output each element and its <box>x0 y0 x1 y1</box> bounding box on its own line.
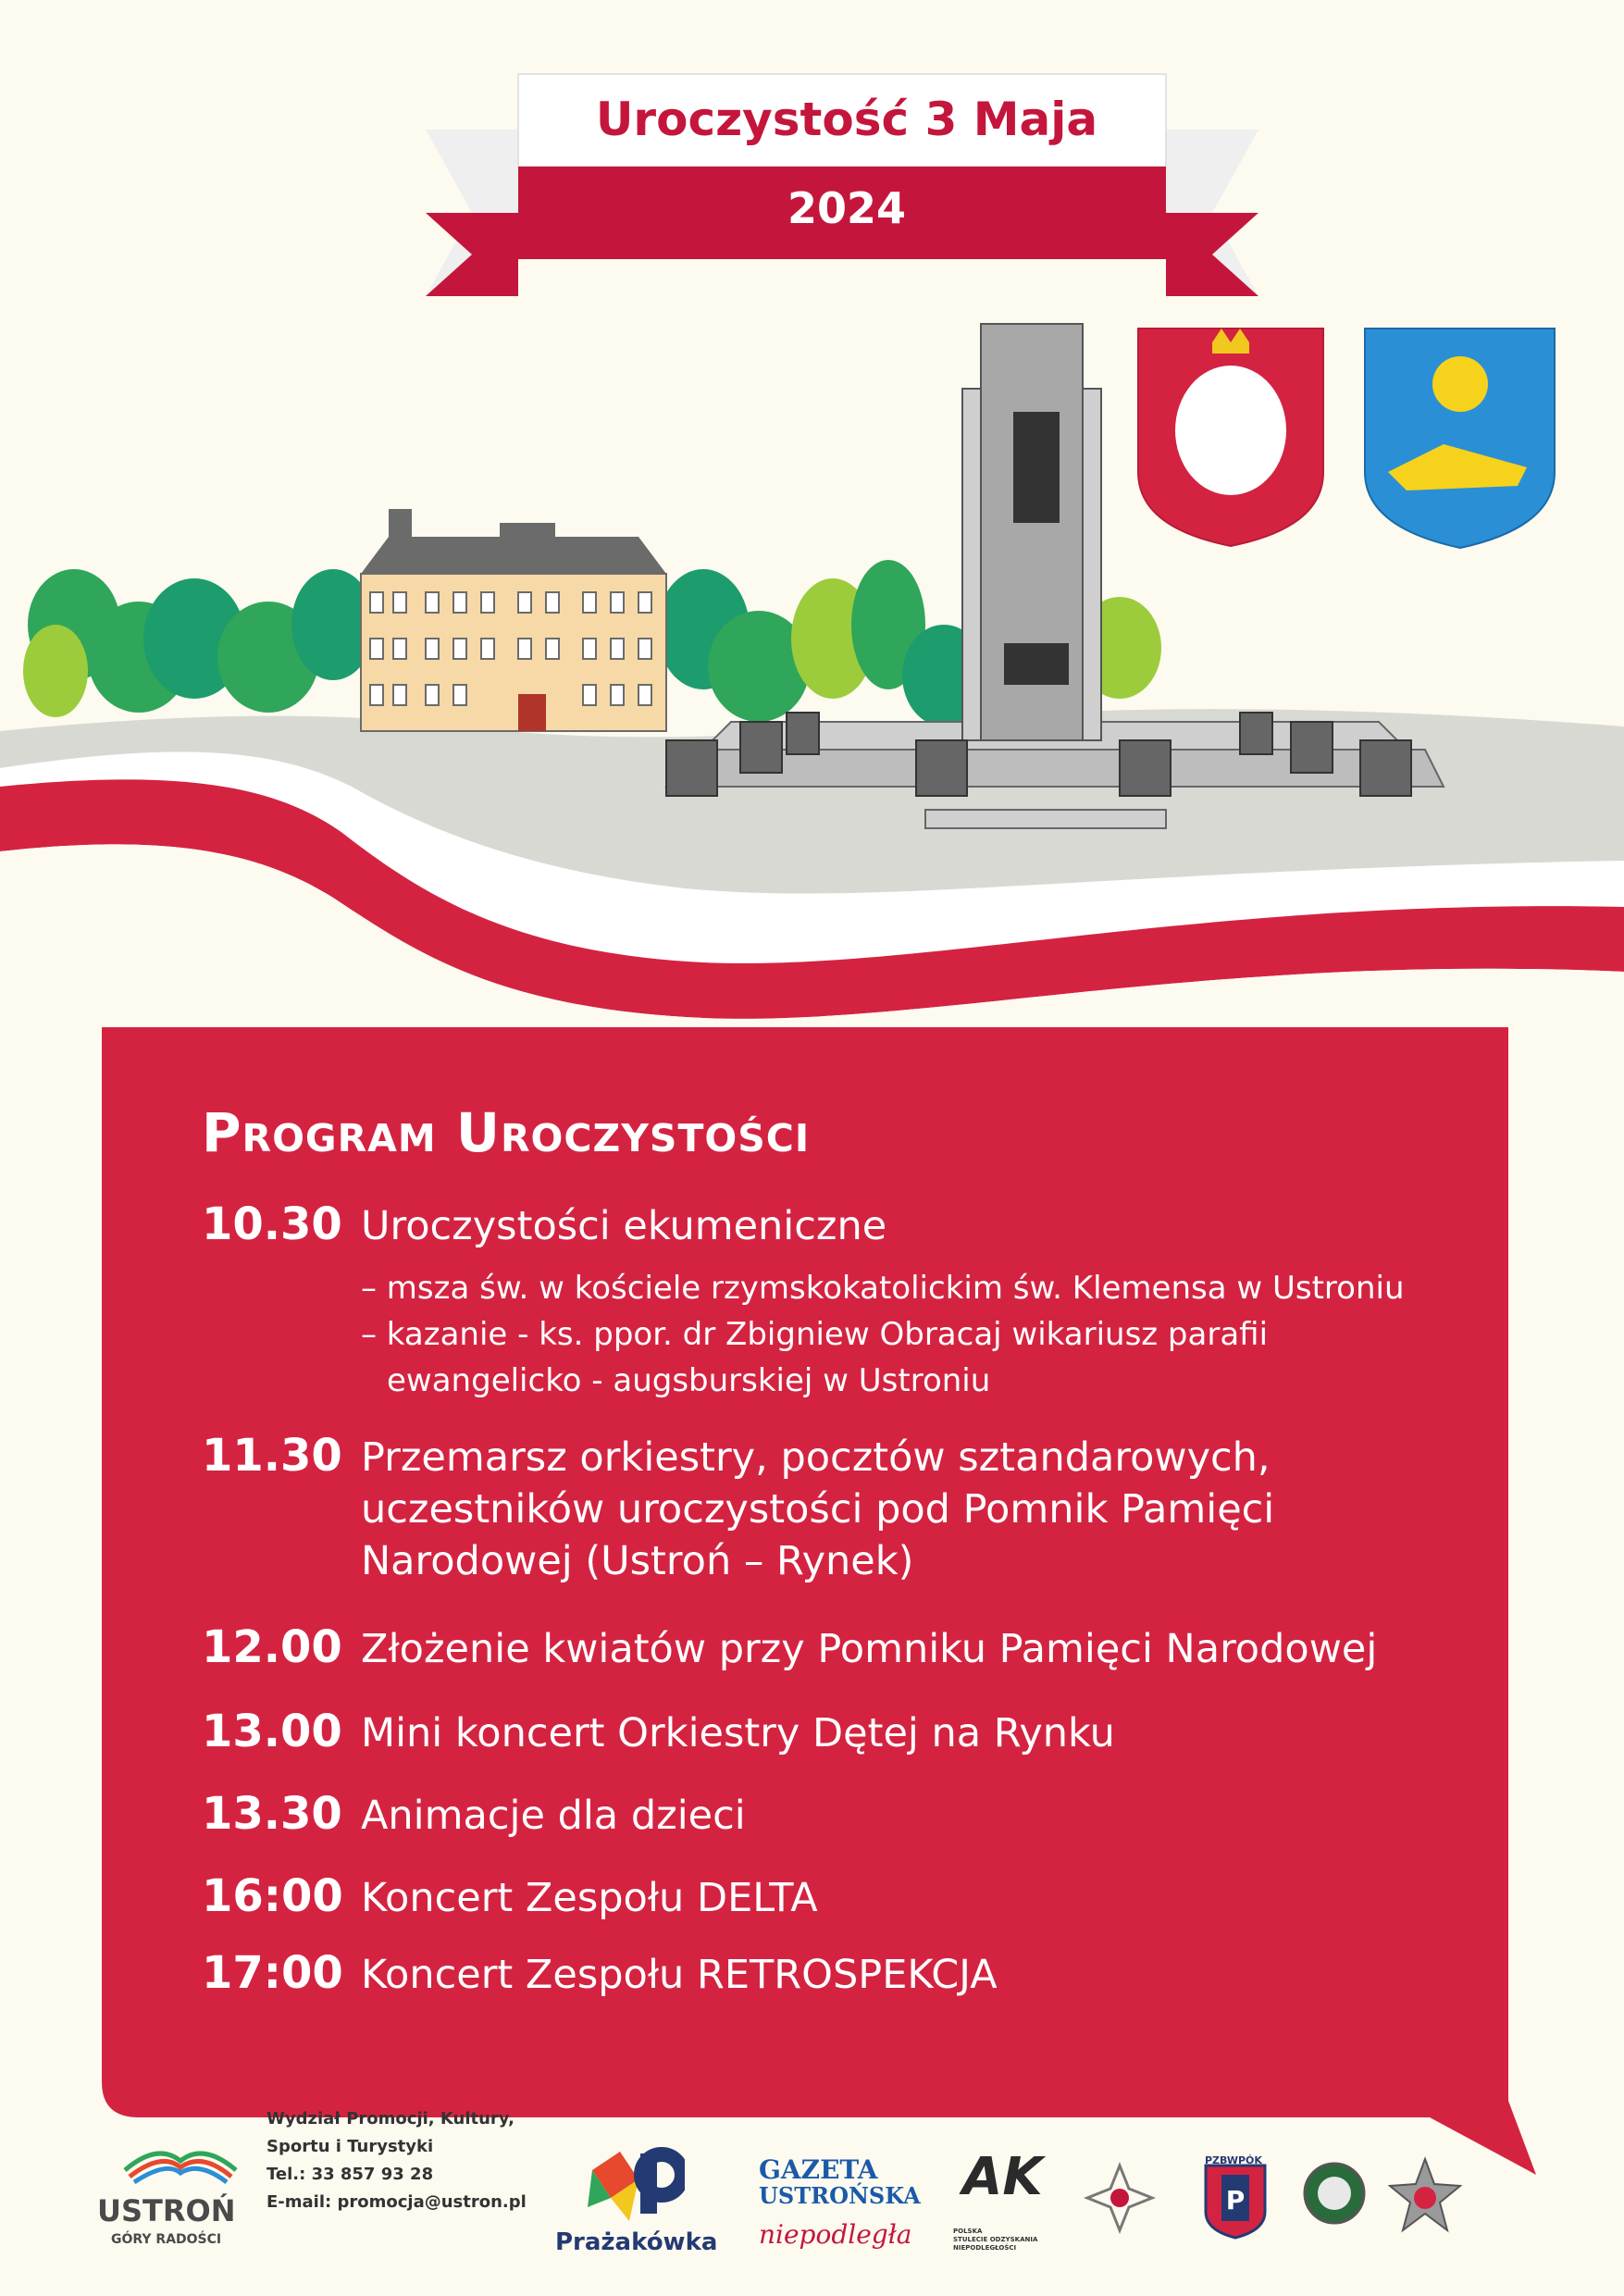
phone: Tel.: 33 857 93 28 <box>267 2165 434 2184</box>
monument <box>666 324 1444 828</box>
program-title: Program Uroczystości <box>202 1101 811 1164</box>
banner-year: 2024 <box>787 183 907 233</box>
time-1200: 12.00 <box>202 1621 342 1673</box>
ak-logo: AK <box>962 2147 1043 2207</box>
niepodlegla-logo: niepodległa <box>759 2219 912 2250</box>
time-1600: 16:00 <box>202 1870 343 1922</box>
time-1130: 11.30 <box>202 1430 342 1482</box>
email: E-mail: promocja@ustron.pl <box>267 2192 527 2212</box>
event-1030: Uroczystości ekumeniczne <box>361 1203 887 1249</box>
event-1700: Koncert Zespołu RETROSPEKCJA <box>361 1952 998 1998</box>
niepodlegla-sub1: POLSKA <box>953 2228 983 2235</box>
time-1300: 13.00 <box>202 1706 342 1757</box>
school-building <box>361 509 666 731</box>
scene-illustration <box>0 305 1624 1027</box>
star-badge-icon <box>1388 2156 1462 2235</box>
time-1030: 10.30 <box>202 1198 342 1250</box>
gazeta-logo-line1: GAZETA <box>759 2154 878 2185</box>
event-1130-line1: Przemarsz orkiestry, pocztów sztandarowych, <box>361 1434 1271 1481</box>
event-1130-line2: uczestników uroczystości pod Pomnik Pamięci <box>361 1486 1275 1533</box>
prazakowka-logo-icon <box>583 2142 685 2226</box>
sub-item-mass: – msza św. w kościele rzymskokatolickim św. Klemensa w Ustroniu <box>361 1270 1405 1307</box>
polish-emblem <box>1138 329 1323 546</box>
sub-item-sermon-cont: ewangelicko - augsburskiej w Ustroniu <box>387 1362 991 1399</box>
ustron-logo-icon <box>120 2138 241 2184</box>
banner-title: Uroczystość 3 Maja <box>595 93 1098 146</box>
gazeta-logo-line2: USTROŃSKA <box>759 2182 921 2209</box>
event-1300: Mini koncert Orkiestry Dętej na Rynku <box>361 1710 1115 1756</box>
time-1700: 17:00 <box>202 1947 343 1999</box>
veteran-badge-icon <box>1300 2156 1370 2240</box>
niepodlegla-sub3: NIEPODLEGŁOŚCI <box>953 2244 1017 2252</box>
niepodlegla-sub2: STULECIE ODZYSKANIA <box>953 2236 1038 2243</box>
svg-text:P: P <box>1225 2185 1246 2215</box>
event-1600: Koncert Zespołu DELTA <box>361 1875 818 1921</box>
ustron-emblem <box>1365 329 1555 548</box>
ustron-logo-name: USTROŃ <box>97 2193 236 2228</box>
event-1130-line3: Narodowej (Ustroń – Rynek) <box>361 1538 914 1584</box>
cross-emblem-icon <box>1083 2161 1157 2235</box>
event-1200: Złożenie kwiatów przy Pomniku Pamięci Narodowej <box>361 1626 1378 1672</box>
dept-line1: Wydział Promocji, Kultury, <box>267 2109 514 2128</box>
sub-item-sermon: – kazanie - ks. ppor. dr Zbigniew Obracaj wikariusz parafii <box>361 1316 1269 1353</box>
dept-line2: Sportu i Turystyki <box>267 2137 434 2156</box>
prazakowka-logo-name: Prażakówka <box>555 2228 718 2256</box>
pzbwpok-label: PZBWPÓK <box>1205 2154 1262 2166</box>
footer-contact <box>267 2105 527 2216</box>
event-1330: Animacje dla dzieci <box>361 1793 746 1839</box>
ustron-logo-tagline: GÓRY RADOŚCI <box>111 2232 222 2247</box>
time-1330: 13.30 <box>202 1788 342 1840</box>
